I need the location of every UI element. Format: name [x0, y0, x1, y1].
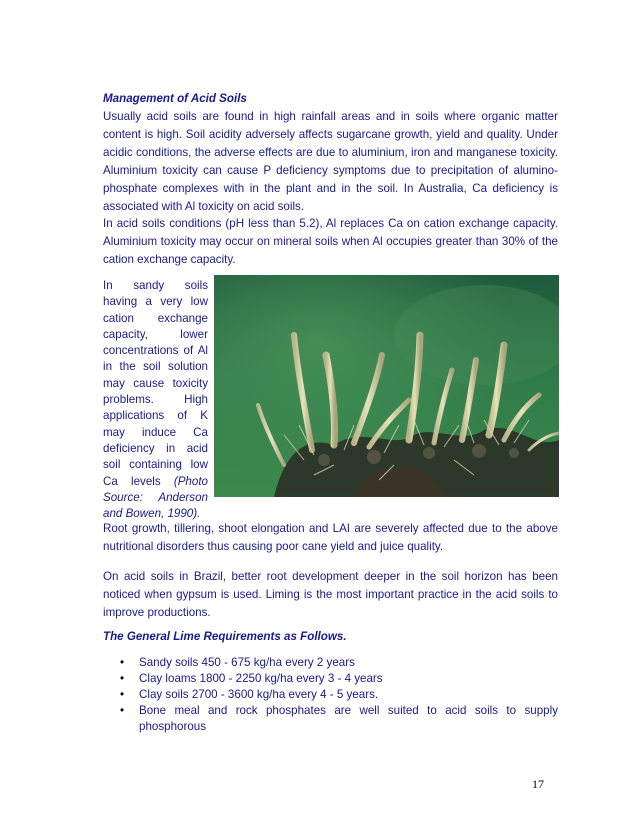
paragraph-aluminium-replacement: In acid soils conditions (pH less than 5.2), Al replaces Ca on cation exchange capacity. Aluminium toxicity may occur on mineral soils when Al occupies greater than 30% of the cation exchange capacity.	[103, 217, 558, 266]
section-heading: Management of Acid Soils	[103, 92, 247, 105]
lime-requirements-list	[103, 655, 558, 735]
paragraph-root-growth: Root growth, tillering, shoot elongation and LAI are severely affected due to the above nutritional disorders thus causing poor cane yield and juice quality.	[103, 522, 558, 553]
lime-requirements-heading: The General Lime Requirements as Follows.	[103, 630, 347, 643]
paragraph-brazil-gypsum: On acid soils in Brazil, better root development deeper in the soil horizon has been noticed when gypsum is used. Liming is the most important practice in the acid soils to improve productions.	[103, 570, 558, 619]
list-item: • Sandy soils 450 - 675 kg/ha every 2 years	[103, 655, 558, 671]
paragraph-sandy-soils	[103, 278, 208, 522]
list-item: • Clay loams 1800 - 2250 kg/ha every 3 - 4 years	[103, 671, 558, 687]
sandy-soils-text: In sandy soils having a very low cation exchange capacity, lower concentrations of Al in the soil solution may cause toxicity problems. High applications of K may induce Ca deficiency in acid soil containing low Ca levels	[103, 279, 208, 488]
list-item: • Clay soils 2700 - 3600 kg/ha every 4 - 5 years.	[103, 687, 558, 703]
root-photo	[214, 275, 559, 497]
page-number: 17	[532, 777, 544, 791]
paragraph-acid-soils-intro: Usually acid soils are found in high rainfall areas and in soils where organic matter content is high. Soil acidity adversely affects sugarcane growth, yield and quality. Under acidic conditions, the adverse effects are due to aluminium, iron and manganese toxicity. Aluminium toxicity can cause P deficiency symptoms due to precipitation of alumino-phosphate complexes with in the plant and in the soil. In Australia, Ca deficiency is associated with Al toxicity on acid soils.	[103, 110, 558, 213]
list-item: • Bone meal and rock phosphates are well suited to acid soils to supply phosphorous	[103, 703, 558, 735]
photo-source-caption: (Photo Source: Anderson and Bowen, 1990).	[103, 474, 208, 521]
